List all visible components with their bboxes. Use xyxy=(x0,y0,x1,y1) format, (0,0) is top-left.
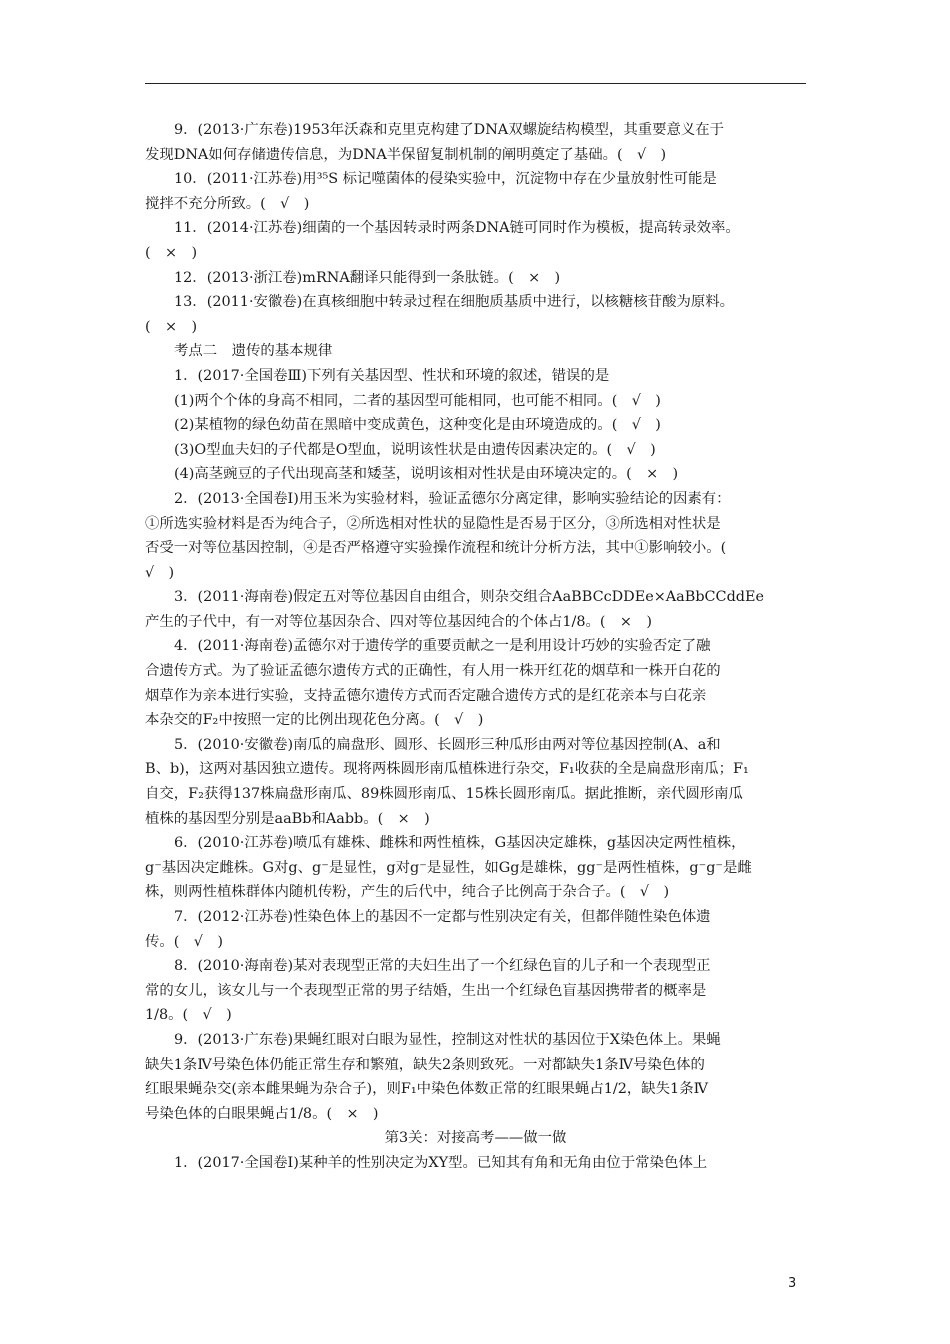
text-line: ( × ) xyxy=(145,244,198,261)
header-rule xyxy=(145,83,806,84)
text-line: 12．(2013·浙江卷)mRNA翻译只能得到一条肽链。( × ) xyxy=(174,269,561,286)
text-line: 合遗传方式。为了验证孟德尔遗传方式的正确性，有人用一株开红花的烟草和一株开白花的 xyxy=(145,663,721,680)
text-line: (1)两个个体的身高不相同，二者的基因型可能相同，也可能不相同。( √ ) xyxy=(174,392,661,409)
text-line: 9．(2013·广东卷)果蝇红眼对白眼为显性，控制这对性状的基因位于X染色体上。果蝇 xyxy=(174,1031,721,1048)
text-line: ( × ) xyxy=(145,318,198,335)
text-line: 缺失1条Ⅳ号染色体仍能正常生存和繁殖，缺失2条则致死。一对都缺失1条Ⅳ号染色体的 xyxy=(145,1056,705,1073)
text-line: (4)高茎豌豆的子代出现高茎和矮茎，说明该相对性状是由环境决定的。( × ) xyxy=(174,466,679,483)
text-line: 红眼果蝇杂交(亲本雌果蝇为杂合子)，则F₁中染色体数正常的红眼果蝇占1/2，缺失1条Ⅳ xyxy=(145,1081,708,1098)
text-line: 1/8。( √ ) xyxy=(145,1007,232,1024)
text-line: 传。( √ ) xyxy=(145,933,223,950)
text-line: 常的女儿，该女儿与一个表现型正常的男子结婚，生出一个红绿色盲基因携带者的概率是 xyxy=(145,982,707,999)
text-line: 1．(2017·全国卷Ⅰ)某种羊的性别决定为XY型。已知其有角和无角由位于常染色体上 xyxy=(174,1154,708,1171)
text-line: g⁻基因决定雌株。G对g、g⁻是显性，g对g⁻是显性，如Gg是雄株，gg⁻是两性植株，g⁻g⁻是雌 xyxy=(145,859,752,876)
text-line: 8．(2010·海南卷)某对表现型正常的夫妇生出了一个红绿色盲的儿子和一个表现型正 xyxy=(174,958,711,975)
text-line: (2)某植物的绿色幼苗在黑暗中变成黄色，这种变化是由环境造成的。( √ ) xyxy=(174,417,661,434)
text-line: 搅拌不充分所致。( √ ) xyxy=(145,195,310,212)
text-line: 10．(2011·江苏卷)用³⁵S 标记噬菌体的侵染实验中，沉淀物中存在少量放射性可能是 xyxy=(174,171,717,188)
text-line: 产生的子代中，有一对等位基因杂合、四对等位基因纯合的个体占1/8。( × ) xyxy=(145,613,652,630)
text-line: 13．(2011·安徽卷)在真核细胞中转录过程在细胞质基质中进行，以核糖核苷酸为原料。 xyxy=(174,294,735,311)
text-line: 考点二 遗传的基本规律 xyxy=(174,343,333,360)
text-line: (3)O型血夫妇的子代都是O型血，说明该性状是由遗传因素决定的。( √ ) xyxy=(174,441,656,458)
text-line: 3．(2011·海南卷)假定五对等位基因自由组合，则杂交组合AaBBCcDDEe×AaBbCCddEe xyxy=(174,589,765,606)
text-line: 7．(2012·江苏卷)性染色体上的基因不一定都与性别决定有关，但都伴随性染色体遗 xyxy=(174,909,711,925)
page-number: 3 xyxy=(788,1276,797,1291)
text-line: 第3关：对接高考——做一做 xyxy=(384,1130,567,1147)
text-line: 株，则两性植株群体内随机传粉，产生的后代中，纯合子比例高于杂合子。( √ ) xyxy=(145,884,670,901)
text-line: 5．(2010·安徽卷)南瓜的扁盘形、圆形、长圆形三种瓜形由两对等位基因控制(A、a和 xyxy=(174,736,721,753)
text-line: 发现DNA如何存储遗传信息，为DNA半保留复制机制的阐明奠定了基础。( √ ) xyxy=(145,146,667,163)
text-line: 否受一对等位基因控制，④是否严格遵守实验操作流程和统计分析方法，其中①影响较小。( xyxy=(145,540,727,557)
document-body xyxy=(145,118,806,1176)
text-line: ①所选实验材料是否为纯合子，②所选相对性状的显隐性是否易于区分，③所选相对性状是 xyxy=(145,515,721,532)
text-line: 9．(2013·广东卷)1953年沃森和克里克构建了DNA双螺旋结构模型，其重要意义在于 xyxy=(174,122,725,138)
text-line: √ ) xyxy=(145,564,175,581)
text-line: 4．(2011·海南卷)孟德尔对于遗传学的重要贡献之一是利用设计巧妙的实验否定了融 xyxy=(174,638,711,655)
text-line: 本杂交的F₂中按照一定的比例出现花色分离。( √ ) xyxy=(145,712,484,729)
text-line: 植株的基因型分别是aaBb和Aabb。( × ) xyxy=(145,810,430,827)
text-line: 烟草作为亲本进行实验，支持孟德尔遗传方式而否定融合遗传方式的是红花亲本与白花亲 xyxy=(145,687,707,704)
text-line: 11．(2014·江苏卷)细菌的一个基因转录时两条DNA链可同时作为模板，提高转录效率。 xyxy=(174,220,740,237)
text-line: 2．(2013·全国卷Ⅰ)用玉米为实验材料，验证孟德尔分离定律，影响实验结论的因素有： xyxy=(174,490,731,507)
text-line: 号染色体的白眼果蝇占1/8。( × ) xyxy=(145,1105,379,1122)
text-line: B、b)，这两对基因独立遗传。现将两株圆形南瓜植株进行杂交，F₁收获的全是扁盘形南瓜；F₁ xyxy=(145,761,749,778)
text-line: 自交，F₂获得137株扁盘形南瓜、89株圆形南瓜、15株长圆形南瓜。据此推断，亲代圆形南瓜 xyxy=(145,786,743,803)
text-line: 1．(2017·全国卷Ⅲ)下列有关基因型、性状和环境的叙述，错误的是 xyxy=(174,367,610,384)
text-line: 6．(2010·江苏卷)喷瓜有雄株、雌株和两性植株，G基因决定雄株，g基因决定两性植株， xyxy=(174,835,746,852)
